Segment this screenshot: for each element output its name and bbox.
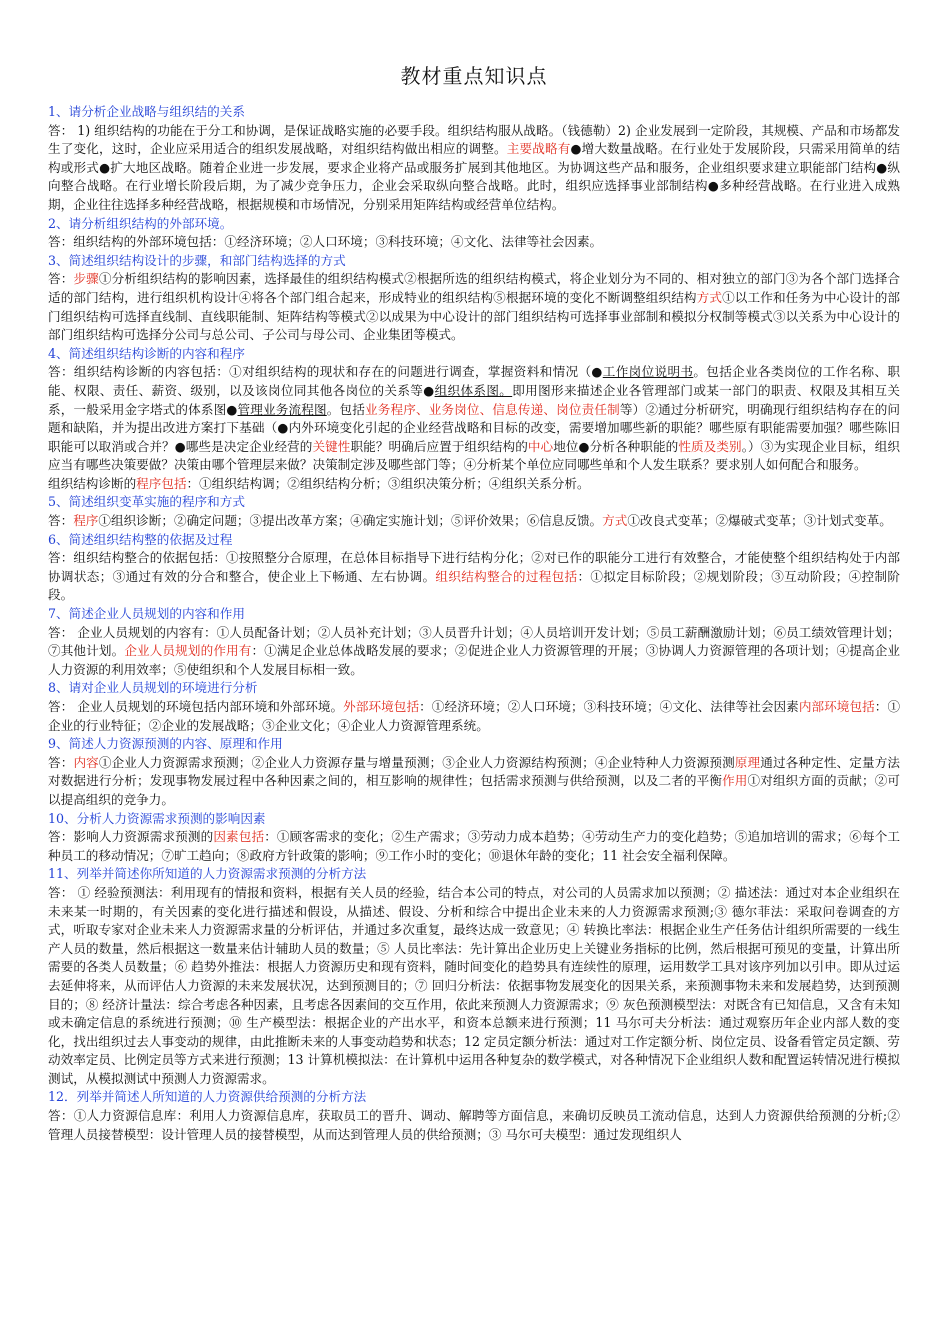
- answer-text: 职能？明确后应置于组织结构的: [350, 438, 528, 454]
- section-question: 9、简述人力资源预测的内容、原理和作用: [48, 736, 283, 752]
- section-answer: [48, 233, 900, 252]
- answer-text: ：①经济环境；②人口环境；③科技环境；④文化、法律等社会因素: [419, 699, 799, 714]
- highlighted-text: 关键性: [312, 438, 351, 454]
- section-answer: [48, 828, 900, 865]
- section-question: 10、分析人力资源需求预测的影响因素: [48, 810, 266, 826]
- answer-text: 答：影响人力资源需求预测的: [48, 829, 214, 845]
- answer-text: ：①顾客需求的变化；②生产需求；③劳动力成本趋势；④劳动生产力的变化趋势；⑤追加培训的需求；⑥每个工种员工的移动情况；⑦旷工趋向；⑧政府方针政策的影响；⑨工作小时的变化；⑩退休年龄的变化；11 社会安全福利保障。: [48, 829, 901, 863]
- answer-text: 即用图形来描述企业各管理部门或某一部门的职责、权限及其相互关系，一般采用金字塔式的体系图●: [48, 382, 901, 417]
- section: [48, 810, 900, 866]
- highlighted-text: 中心: [527, 438, 554, 454]
- highlighted-text: 因素包括: [213, 829, 265, 845]
- answer-text: 答： 企业人员规划的环境包括内部环境和外部环境。: [48, 699, 344, 714]
- section-question: 1、请分析企业战略与组织结的关系: [48, 104, 245, 119]
- answer-text: ①组织诊断；②确定问题；③提出改革方案；④确定实施计划；⑤评价效果；⑥信息反馈。: [98, 513, 603, 529]
- answer-text: ：①满足企业总体战略发展的要求；②促进企业人力资源管理的开展；③协调人力资源管理的各项计划；④提高企业人力资源的利用效率；⑤使组织和个人发展目标相一致。: [48, 643, 901, 677]
- answer-text: ：①企业的行业特征；②企业的发展战略；③企业文化；④企业人力资源管理系统。: [48, 699, 901, 733]
- answer-text: 通过各种定性、定量方法对数据进行分析；发现事物发展过程中各种因素之间的，相互影响的规律性；包括需求预测与供给预测，以及二者的平衡: [48, 754, 901, 789]
- answer-text: ：①拟定目标阶段；②规划阶段；③互动阶段；④控制阶段。: [48, 568, 901, 603]
- highlighted-text: 企业人员规划的作用有: [124, 643, 252, 659]
- section-question: 7、简述企业人员规划的内容和作用: [48, 606, 245, 622]
- section: [48, 493, 900, 530]
- answer-text: 答： 企业人员规划的内容有：①人员配备计划；②人员补充计划；③人员晋升计划；④人员培训开发计划；⑤员工薪酬激励计划；⑥员工绩效管理计划；⑦其他计划。: [48, 624, 900, 659]
- underlined-text: 组织体系图。: [434, 382, 513, 398]
- highlighted-text: 内容: [73, 754, 99, 770]
- answer-text: 答：组织结构诊断的内容包括：①对组织结构的现状和存在的问题进行调查，掌握资料和情况（●: [48, 364, 603, 380]
- section-answer: [48, 754, 900, 810]
- answer-text: 组织结构诊断的: [48, 475, 137, 491]
- answer-text: 答：①人力资源信息库：利用人力资源信息库，获取员工的晋升、调动、解聘等方面信息，来确切反映员工流动信息，达到人力资源供给预测的分析;② 管理人员接替模型：设计管理人员的接替模型，从而达到管理人员的供给预测；③ 马尔可夫模型：通过发现组织人: [48, 1108, 900, 1142]
- highlighted-text: 性质及类别: [678, 438, 742, 454]
- section-question: 11、列举并简述你所知道的人力资源需求预测的分析方法: [48, 866, 367, 882]
- section-question: 4、简述组织结构诊断的内容和程序: [48, 345, 245, 361]
- answer-text: 答：: [48, 754, 74, 770]
- document-body: [48, 103, 900, 1144]
- section-question: 8、请对企业人员规划的环境进行分析: [48, 680, 258, 696]
- answer-text: ①以工作和任务为中心设计的部门组织结构可选择直线制、直线职能制、矩阵结构等模式②以成果为中心设计的部门组织结构可选择事业部制和模拟分权制等模式③以关系为中心设计的部门组织结构可选择分公司与总公司、子公司与母公司、企业集团等模式。: [48, 289, 901, 343]
- section-question: 2、请分析组织结构的外部环境。: [48, 215, 233, 231]
- section-answer: [48, 270, 900, 344]
- section-answer: [48, 363, 900, 475]
- section-answer: [48, 698, 900, 735]
- highlighted-text: 组织结构整合的过程包括: [435, 568, 578, 584]
- answer-text: 答：组织结构整合的依据包括：①按照整分合原理，在总体目标指导下进行结构分化；②对已作的职能分工进行有效整合，才能使整个组织结构处于内部协调状态；③通过有效的分合和整合，使企业上下畅通、左右协调。: [48, 550, 900, 584]
- underlined-text: 工作岗位说明书: [602, 364, 694, 380]
- highlighted-text: 方式: [696, 289, 723, 305]
- section: [48, 215, 900, 252]
- underlined-text: 管理业务流程图: [237, 401, 327, 417]
- answer-text: 。）③为实现企业目标，组织应当有哪些决策要做？决策由哪个管理层来做？决策制定涉及哪些部门等；④分析某个单位应同哪些单和个人发生联系？要求别人如何配合和服务。: [48, 438, 901, 473]
- answer-text: 答：: [48, 271, 74, 287]
- highlighted-text: 程序: [73, 513, 99, 529]
- answer-text: 。包括企业各类岗位的工作名称、职能、权限、责任、薪资、级别，以及该岗位同其他各岗位的关系等●: [48, 364, 900, 398]
- section: [48, 345, 900, 494]
- section-answer: [48, 884, 900, 1089]
- highlighted-text: 原理: [734, 754, 761, 770]
- answer-text: 。包括: [326, 401, 365, 417]
- answer-text: ：①组织结构调；②组织结构分析；③组织决策分析；④组织关系分析。: [186, 475, 590, 491]
- section-question: 12．列举并简述人所知道的人力资源供给预测的分析方法: [48, 1089, 367, 1105]
- section: [48, 531, 900, 605]
- highlighted-text: 主要战略有: [506, 141, 571, 157]
- section: [48, 252, 900, 345]
- answer-text: ①企业人力资源需求预测；②企业人力资源存量与增量预测；③企业人力资源结构预测；④企业特种人力资源预测: [98, 754, 735, 770]
- section-answer: [48, 512, 900, 531]
- section: [48, 735, 900, 809]
- section-question: 5、简述组织变革实施的程序和方式: [48, 494, 245, 510]
- section: [48, 865, 900, 1088]
- highlighted-text: 步骤: [73, 271, 99, 287]
- highlighted-text: 内部环境包括: [798, 699, 875, 714]
- section-answer: [48, 122, 900, 215]
- highlighted-text: 业务程序、业务岗位、信息传递、岗位责任制: [364, 401, 620, 417]
- section: [48, 1088, 900, 1144]
- section-answer: [48, 475, 900, 494]
- answer-text: 等）②通过分析研究，明确现行组织结构存在的问题和缺陷，并为提出改进方案打下基础（●内外环境变化引起的企业经营战略和目标的改变，需要增加哪些新的职能？哪些原有职能需要加强？哪些陈旧职能可以取消或合并？●哪些是决定企业经营的: [48, 401, 901, 454]
- answer-text: ●增大数量战略。在行业处于发展阶段，只需采用简单的结构或形式●扩大地区战略。随着企业进一步发展，要求企业将产品或服务扩展到其他地区。为协调这些产品和服务，企业组织要求建立职能部门结构●纵向整合战略。在行业增长阶段后期，为了减少竞争压力，企业会采取纵向整合战略。此时，组织应选择事业部制结构●多种经营战略。在行业进入成熟期，企业往往选择多种经营战略，根据规模和市场情况，分别采用矩阵结构或经营单位结构。: [48, 141, 901, 212]
- answer-text: 答： ① 经验预测法：利用现有的情报和资料，根据有关人员的经验，结合本公司的特点，对公司的人员需求加以预测；② 描述法：通过对本企业组织在未来某一时期的，有关因素的变化进行描述和假设，从描述、假设、分析和综合中提出企业未来的人力资源需求预测;③ 德尔菲法：采取问卷调查的方式，听取专家对企业未来人力资源需求量的分析评估，并通过多次重复，最终达成一致意见；④ 转换比率法：根据企业生产任务估计组织所需要的一线生产人员的数量，然后根据这一数量来估计辅助人员的数量；⑤ 人员比率法：先计算出企业历史上关键业务指标的比例，然后根据可预见的变量，计算出所需要的各类人员数量；⑥ 趋势外推法：根据人力资源历史和现有资料，随时间变化的趋势具有连续性的原理，运用数学工具对该序列加以引申。即从过运去延伸将来，从而评估人力资源的未来发展状况，达到预测目的；⑦ 回归分析法：依据事物发展变化的因果关系，来预测事物未来和发展趋势，达到预测目的；⑧ 经济计量法：综合考虑各种因素，且考虑各因素间的交互作用，依此来预测人力资源需求；⑨ 灰色预测模型法：对既含有已知信息，又含有未知或未确定信息的系统进行预测；⑩ 生产模型法：根据企业的产出水平，和资本总额来进行预测；11 马尔可夫分析法：通过观察历年企业内部人数的变化，找出组织过去人事变动的规律，由此推断未来的人事变动趋势和状态；12 定员定额分析法：通过对工作定额分析、岗位定员、设备看管定员定额、劳动效率定员、比例定员等方式来进行预测；13 计算机模拟法：在计算机中运用各种复杂的数学模式，对各种情况下企业组织人数和配置运转情况进行模拟测试，从模拟测试中预测人力资源需求。: [48, 884, 900, 1086]
- section: [48, 679, 900, 735]
- highlighted-text: 外部环境包括: [343, 699, 420, 714]
- answer-text: ①对组织方面的贡献；②可以提高组织的竞争力。: [48, 773, 901, 807]
- section-answer: [48, 624, 900, 680]
- highlighted-text: 方式: [602, 513, 628, 529]
- section: [48, 103, 900, 215]
- answer-text: 答：组织结构的外部环境包括：①经济环境；②人口环境；③科技环境；④文化、法律等社会因素。: [48, 234, 603, 250]
- section: [48, 605, 900, 679]
- page-title: 教材重点知识点: [400, 64, 548, 88]
- answer-text: ①分析组织结构的影响因素，选择最佳的组织结构模式②根据所选的组织结构模式，将企业划分为不同的、相对独立的部门③为各个部门选择合适的部门结构，进行组织机构设计④将各个部门组合起来，形成特业的组织结构⑤根据环境的变化不断调整组织结构: [48, 271, 901, 305]
- answer-text: 答：: [48, 513, 74, 529]
- answer-text: ①改良式变革；②爆破式变革；③计划式变革。: [627, 513, 892, 529]
- section-answer: [48, 1107, 900, 1144]
- highlighted-text: 程序包括: [136, 475, 187, 491]
- section-question: 6、简述组织结构整的依据及过程: [48, 531, 233, 547]
- section-answer: [48, 549, 900, 605]
- answer-text: 地位●分析各种职能的: [553, 438, 679, 454]
- highlighted-text: 作用: [722, 773, 748, 789]
- section-question: 3、简述组织结构设计的步骤，和部门结构选择的方式: [48, 252, 346, 268]
- answer-text: 答： 1) 组织结构的功能在于分工和协调，是保证战略实施的必要手段。组织结构服从战略。（钱德勒）2) 企业发展到一定阶段，其规模、产品和市场都发生了变化，这时，企业应采用适合的组织发展战略，对组织结构做出相应的调整。: [48, 122, 900, 157]
